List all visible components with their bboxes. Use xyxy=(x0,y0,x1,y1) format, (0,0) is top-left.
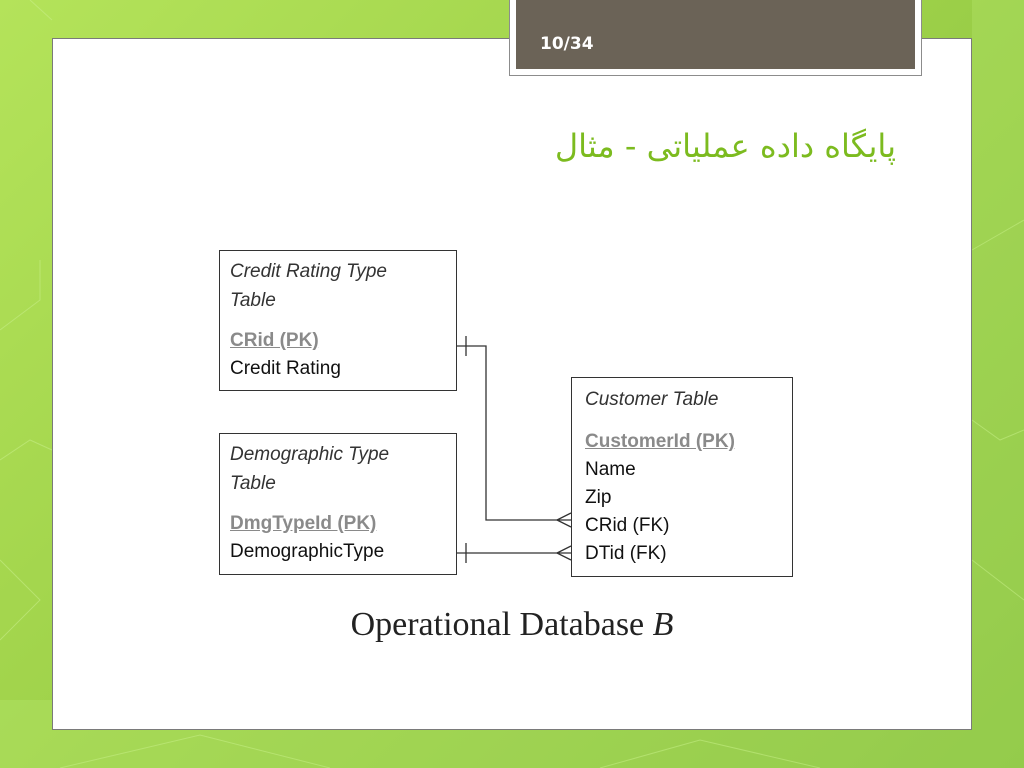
slide-title: پایگاه داده عملیاتی - مثال xyxy=(554,127,896,165)
table-title: Demographic Type xyxy=(230,444,390,465)
diagram-caption xyxy=(0,606,1024,644)
primary-key-field: CRid (PK) xyxy=(230,330,319,351)
table-field: Name xyxy=(585,459,636,480)
customer-table xyxy=(571,377,793,577)
caption-text: Operational Database xyxy=(350,606,645,643)
table-title-line2: Table xyxy=(230,473,276,494)
slide-number: 10/34 xyxy=(540,34,594,54)
foreign-key-field: DTid (FK) xyxy=(585,543,667,564)
demographic-type-table xyxy=(219,433,457,575)
credit-rating-type-table xyxy=(219,250,457,391)
table-field: Zip xyxy=(585,487,612,508)
primary-key-field: DmgTypeId (PK) xyxy=(230,513,377,534)
table-title: Credit Rating Type xyxy=(230,261,387,282)
table-title-line2: Table xyxy=(230,290,276,311)
primary-key-field: CustomerId (PK) xyxy=(585,431,735,452)
foreign-key-field: CRid (FK) xyxy=(585,515,670,536)
slide-number-tab xyxy=(509,0,922,76)
table-field: Credit Rating xyxy=(230,358,341,379)
caption-italic-suffix: B xyxy=(652,606,674,643)
table-field: DemographicType xyxy=(230,541,385,562)
slide-number-box xyxy=(516,0,915,69)
table-title: Customer Table xyxy=(585,389,719,410)
